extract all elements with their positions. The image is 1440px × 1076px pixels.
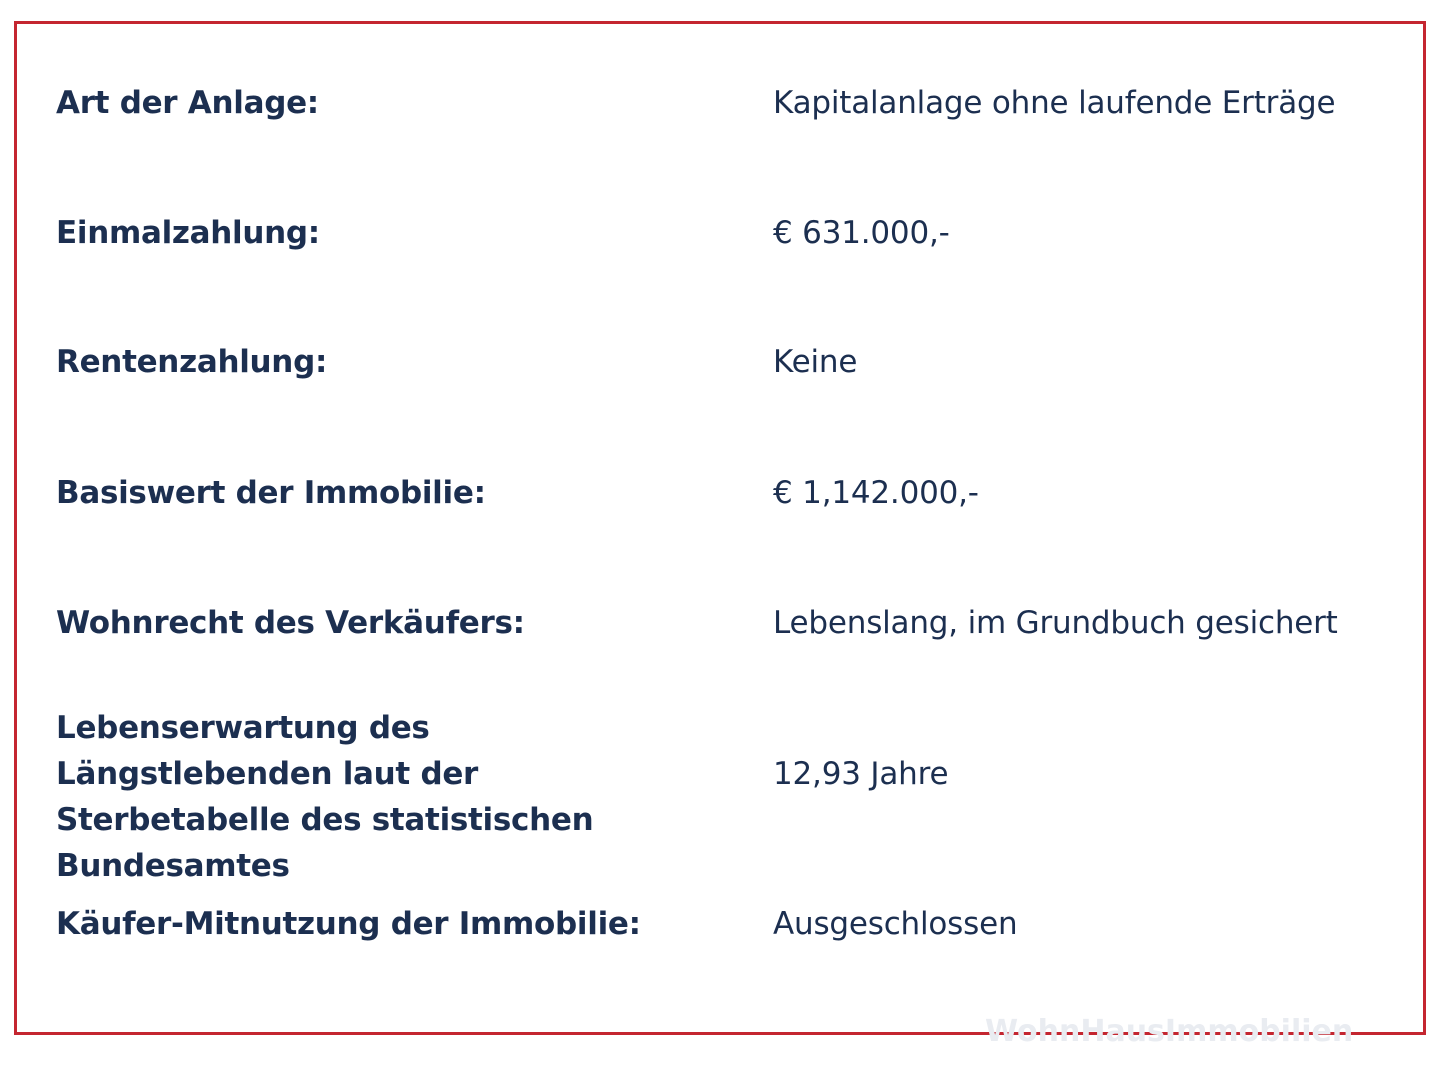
row-label: Rentenzahlung: <box>56 344 328 380</box>
row-label: Lebenserwartung des Längstlebenden laut der Sterbetabelle des statistischen Bundesamtes <box>56 710 594 884</box>
row-value: € 631.000,- <box>773 215 950 251</box>
row-value: Kapitalanlage ohne laufende Erträge <box>773 85 1336 121</box>
row-value: Lebenslang, im Grundbuch gesichert <box>773 605 1338 641</box>
row-value: Keine <box>773 344 858 380</box>
row-label: Art der Anlage: <box>56 85 319 121</box>
row-value: € 1,142.000,- <box>773 475 979 511</box>
info-card <box>14 21 1426 1049</box>
row-label: Basiswert der Immobilie: <box>56 475 486 511</box>
row-label: Einmalzahlung: <box>56 215 320 251</box>
row-value: 12,93 Jahre <box>773 756 949 792</box>
watermark-text: WohnHausImmobilien <box>985 1014 1354 1049</box>
row-label: Käufer-Mitnutzung der Immobilie: <box>56 906 641 942</box>
row-label: Wohnrecht des Verkäufers: <box>56 605 525 641</box>
row-value: Ausgeschlossen <box>773 906 1018 942</box>
